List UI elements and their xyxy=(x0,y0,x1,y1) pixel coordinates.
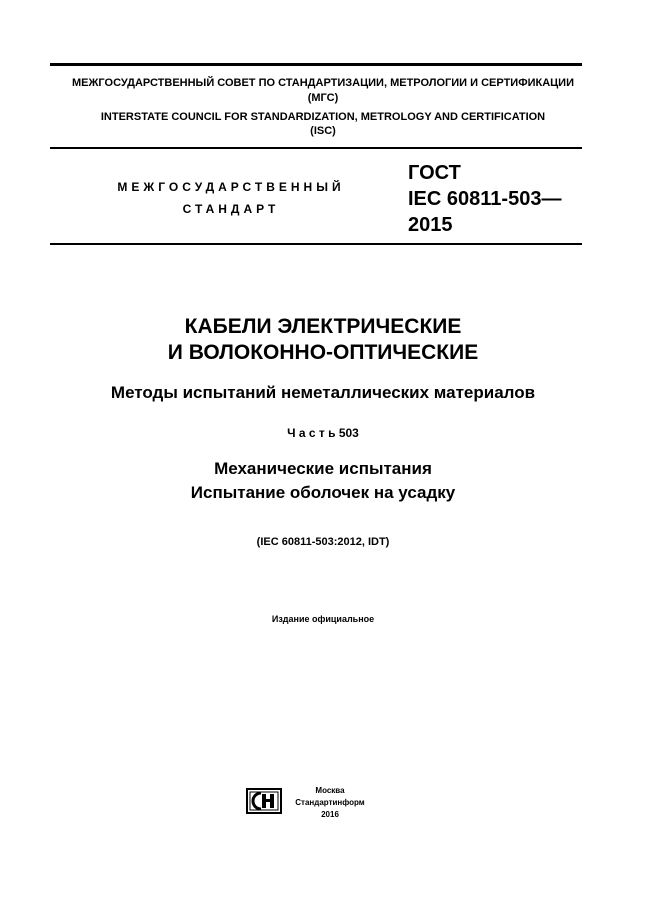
council-ru-line: МЕЖГОСУДАРСТВЕННЫЙ СОВЕТ ПО СТАНДАРТИЗАЦИИ, МЕТРОЛОГИИ И СЕРТИФИКАЦИИ xyxy=(71,77,574,89)
standartinform-logo-icon xyxy=(246,788,282,814)
top-rule xyxy=(50,63,582,66)
council-en-abbr: (ISC) xyxy=(310,125,336,137)
standard-type xyxy=(100,178,362,218)
gost-line3: 2015 xyxy=(408,214,453,236)
gost-line1: ГОСТ xyxy=(408,162,461,184)
council-rule xyxy=(50,147,582,149)
publisher-name: Стандартинформ xyxy=(295,798,365,807)
equivalence: (IEC 60811-503:2012, IDT) xyxy=(256,536,390,548)
council-ru-abbr: (МГС) xyxy=(307,92,339,104)
title-line2: И ВОЛОКОННО-ОПТИЧЕСКИЕ xyxy=(167,341,479,364)
standard-type-line1: МЕЖГОСУДАРСТВЕННЫЙ xyxy=(117,180,345,194)
title-line1: КАБЕЛИ ЭЛЕКТРИЧЕСКИЕ xyxy=(184,315,462,338)
publisher-city: Москва xyxy=(315,786,345,795)
edition-label: Издание официальное xyxy=(271,614,375,624)
designation-rule xyxy=(50,243,582,245)
standard-type-line2: СТАНДАРТ xyxy=(182,202,280,216)
council-en-line: INTERSTATE COUNCIL FOR STANDARDIZATION, METROLOGY AND CERTIFICATION xyxy=(100,111,546,123)
part-title-line1: Механические испытания xyxy=(214,459,432,478)
gost-line2: IEC 60811-503— xyxy=(408,188,562,210)
methods-title: Методы испытаний неметаллических материалов xyxy=(110,383,536,402)
part-title-line2: Испытание оболочек на усадку xyxy=(190,483,456,502)
part-label: Ч а с т ь 503 xyxy=(287,426,359,440)
publisher-year: 2016 xyxy=(321,810,339,819)
